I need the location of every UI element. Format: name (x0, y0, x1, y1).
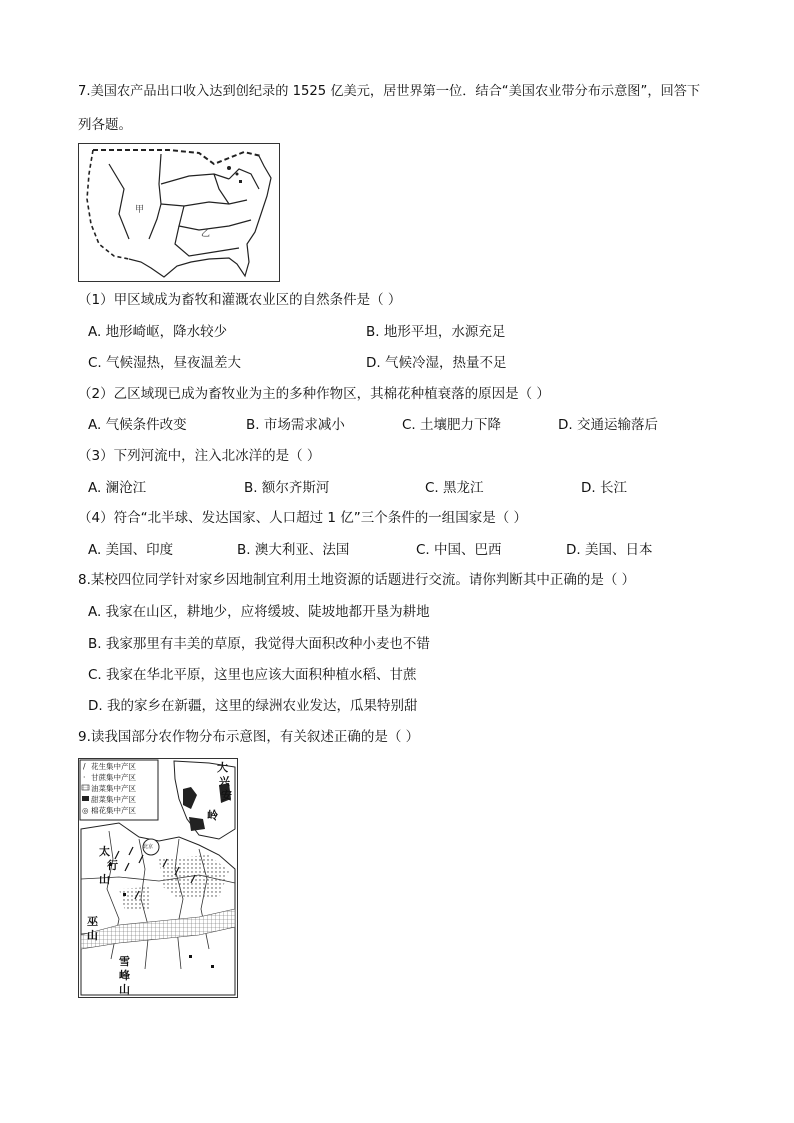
label-shan1: 山 (99, 873, 110, 886)
label-tai: 太 (99, 845, 110, 858)
label-an: 安 (221, 789, 232, 802)
q7-stem-line2: 列各题。 (78, 117, 132, 133)
label-wu: 巫 (87, 915, 98, 928)
legend-sugarbeet: 甜菜集中产区 (91, 795, 136, 804)
q7-sub4-option-b[interactable]: B. 澳大利亚、法国 (237, 542, 350, 558)
map-label-jia: 甲 (135, 205, 145, 215)
q8-option-c[interactable]: C. 我家在华北平原，这里也应该大面积种植水稻、甘蔗 (88, 667, 417, 683)
q7-sub3-option-a[interactable]: A. 澜沧江 (88, 480, 147, 496)
label-da: 大 (217, 761, 228, 774)
q7-sub3-stem: （3）下列河流中，注入北冰洋的是（ ） (78, 448, 321, 464)
q7-sub1-option-d[interactable]: D. 气候冷湿，热量不足 (366, 355, 507, 371)
q7-sub2-option-c[interactable]: C. 土壤肥力下降 (402, 417, 502, 433)
label-feng: 峰 (119, 969, 130, 982)
china-map-drawing (79, 759, 237, 997)
label-xing: 兴 (219, 775, 230, 788)
q7-sub1-stem: （1）甲区域成为畜牧和灌溉农业区的自然条件是（ ） (78, 292, 402, 308)
q8-option-d[interactable]: D. 我的家乡在新疆，这里的绿洲农业发达，瓜果特别甜 (88, 698, 418, 714)
q8-option-a[interactable]: A. 我家在山区，耕地少，应将缓坡、陡坡地都开垦为耕地 (88, 604, 430, 620)
legend-peanut: 花生集中产区 (91, 762, 136, 771)
legend-sugarcane: 甘蔗集中产区 (91, 773, 136, 782)
legend-rapeseed: 油菜集中产区 (91, 784, 136, 793)
china-crop-distribution-map (78, 758, 238, 998)
label-ling: 岭 (207, 809, 218, 822)
q7-sub1-option-a[interactable]: A. 地形崎岖，降水较少 (88, 324, 228, 340)
q7-sub4-option-d[interactable]: D. 美国、日本 (566, 542, 653, 558)
q7-sub2-stem: （2）乙区域现已成为畜牧业为主的多种作物区，其棉花种植衰落的原因是（ ） (78, 386, 550, 402)
q7-sub4-option-a[interactable]: A. 美国、印度 (88, 542, 174, 558)
legend-mark-peanut: / (83, 762, 86, 771)
q7-stem-line1: 7.美国农产品出口收入达到创纪录的 1525 亿美元，居世界第一位．结合“美国农业带分布示意图”，回答下 (78, 84, 701, 99)
q7-sub4-option-c[interactable]: C. 中国、巴西 (416, 542, 502, 558)
q7-sub1-option-c[interactable]: C. 气候湿热，昼夜温差大 (88, 355, 242, 371)
label-xue: 雪 (119, 955, 130, 968)
q7-sub1-option-b[interactable]: B. 地形平坦，水源充足 (366, 324, 506, 340)
q7-sub3-option-d[interactable]: D. 长江 (581, 480, 627, 496)
q9-stem: 9.读我国部分农作物分布示意图，有关叙述正确的是（ ） (78, 729, 420, 745)
q7-sub2-option-d[interactable]: D. 交通运输落后 (558, 417, 658, 433)
q8-option-b[interactable]: B. 我家那里有丰美的草原，我觉得大面积改种小麦也不错 (88, 636, 430, 652)
legend-cotton: 棉花集中产区 (91, 806, 136, 815)
usa-map-drawing (79, 144, 279, 281)
q8-stem: 8.某校四位同学针对家乡因地制宜利用土地资源的话题进行交流。请你判断其中正确的是（ ） (78, 572, 636, 588)
q7-sub2-option-a[interactable]: A. 气候条件改变 (88, 417, 187, 433)
label-beijing: 北京 (143, 844, 154, 850)
label-hang: 行 (107, 859, 118, 872)
label-shan3: 山 (119, 983, 130, 996)
usa-agricultural-belt-map (78, 143, 280, 282)
q7-sub3-option-b[interactable]: B. 额尔齐斯河 (244, 480, 330, 496)
q7-sub2-option-b[interactable]: B. 市场需求减小 (246, 417, 345, 433)
map-label-yi: 乙 (201, 229, 211, 239)
legend-mark-sugarcane: · (83, 773, 86, 782)
q7-sub3-option-c[interactable]: C. 黑龙江 (425, 480, 484, 496)
q7-sub4-stem: （4）符合“北半球、发达国家、人口超过 1 亿”三个条件的一组国家是（ ） (78, 510, 528, 526)
legend-mark-cotton: ◎ (82, 806, 89, 815)
label-shan2: 山 (87, 929, 98, 942)
